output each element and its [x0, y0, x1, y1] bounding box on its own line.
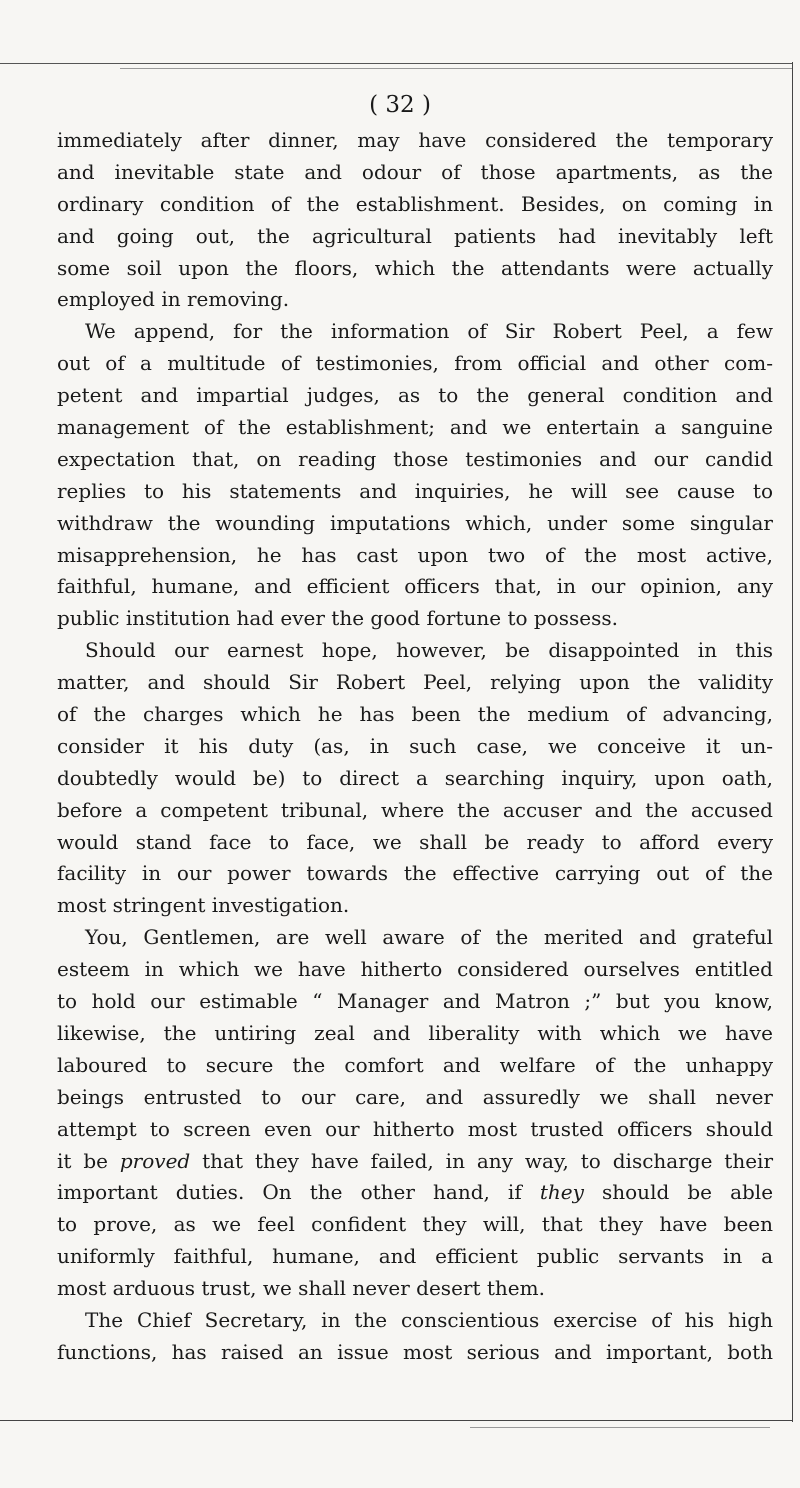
text-line: matter, and should Sir Robert Peel, relying upon the validity [57, 670, 773, 695]
text-fragment: should be able [602, 1180, 774, 1205]
text-line: We append, for the information of Sir Robert Peel, a few [85, 319, 773, 344]
bottom-rule-inner [470, 1427, 770, 1428]
text-line: and going out, the agricultural patients had inevitably left [57, 223, 773, 248]
text-line: functions, has raised an issue most serious and important, both [57, 1339, 773, 1364]
text-line: You, Gentlemen, are well aware of the merited and grateful [85, 925, 773, 950]
text-block-bottom [57, 1209, 773, 1368]
text-line: out of a multitude of testimonies, from official and other com- [57, 351, 773, 376]
text-fragment: important duties. On the other hand, if [57, 1180, 522, 1205]
right-edge-rule [792, 62, 793, 1422]
text-line: public institution had ever the good fortune to possess. [57, 606, 618, 631]
body-text [57, 125, 773, 1369]
text-line: immediately after dinner, may have considered the temporary [57, 128, 773, 152]
emphasis-proved: proved [119, 1148, 191, 1173]
text-line: employed in removing. [57, 287, 290, 312]
text-line: expectation that, on reading those testimonies and our candid [57, 446, 773, 471]
text-line: beings entrusted to our care, and assuredly we shall never [57, 1084, 773, 1109]
text-line: petent and impartial judges, as to the general condition and [57, 383, 773, 408]
text-fragment: it be [57, 1148, 108, 1173]
text-line: attempt to screen even our hitherto most trusted officers should [57, 1116, 773, 1141]
text-line: doubtedly would be) to direct a searching inquiry, upon oath, [57, 765, 773, 790]
text-line: likewise, the untiring zeal and liberality with which we have [57, 1020, 773, 1045]
text-fragment: that they have failed, in any way, to discharge their [202, 1148, 774, 1173]
bottom-rule [0, 1420, 792, 1421]
top-rule [0, 63, 792, 64]
text-line: replies to his statements and inquiries, he will see cause to [57, 478, 773, 503]
text-line: most stringent investigation. [57, 893, 350, 918]
text-line: esteem in which we have hitherto considered ourselves entitled [57, 957, 773, 982]
text-line: ordinary condition of the establishment. Besides, on coming in [57, 191, 773, 216]
text-block-top [57, 125, 773, 1146]
text-line: uniformly faithful, humane, and efficient public servants in a [57, 1244, 773, 1269]
text-line: misapprehension, he has cast upon two of the most active, [57, 542, 773, 567]
text-line: Should our earnest hope, however, be disappointed in this [85, 638, 773, 663]
text-line: to hold our estimable “ Manager and Matron ;” but you know, [57, 989, 773, 1014]
text-line: would stand face to face, we shall be ready to afford every [57, 829, 773, 854]
text-line: and inevitable state and odour of those apartments, as the [57, 159, 773, 184]
text-line [57, 1146, 773, 1178]
text-line: before a competent tribunal, where the accuser and the accused [57, 797, 773, 822]
emphasis-they: they [539, 1180, 584, 1205]
top-rule-inner [120, 68, 792, 69]
text-line: management of the establishment; and we entertain a sanguine [57, 415, 773, 440]
text-line: some soil upon the floors, which the attendants were actually [57, 255, 773, 280]
text-line: faithful, humane, and efficient officers that, in our opinion, any [57, 574, 773, 599]
text-line: of the charges which he has been the medium of advancing, [57, 702, 773, 727]
text-line [57, 1177, 773, 1209]
text-line: consider it his duty (as, in such case, we conceive it un- [57, 733, 773, 758]
page-number: ( 32 ) [369, 92, 431, 118]
text-line: most arduous trust, we shall never desert them. [57, 1276, 545, 1301]
text-line: laboured to secure the comfort and welfare of the unhappy [57, 1052, 773, 1077]
text-line: to prove, as we feel confident they will, that they have been [57, 1212, 773, 1237]
text-line: withdraw the wounding imputations which, under some singular [57, 510, 773, 535]
text-line: The Chief Secretary, in the conscientious exercise of his high [85, 1307, 773, 1332]
text-line: facility in our power towards the effective carrying out of the [57, 861, 773, 886]
